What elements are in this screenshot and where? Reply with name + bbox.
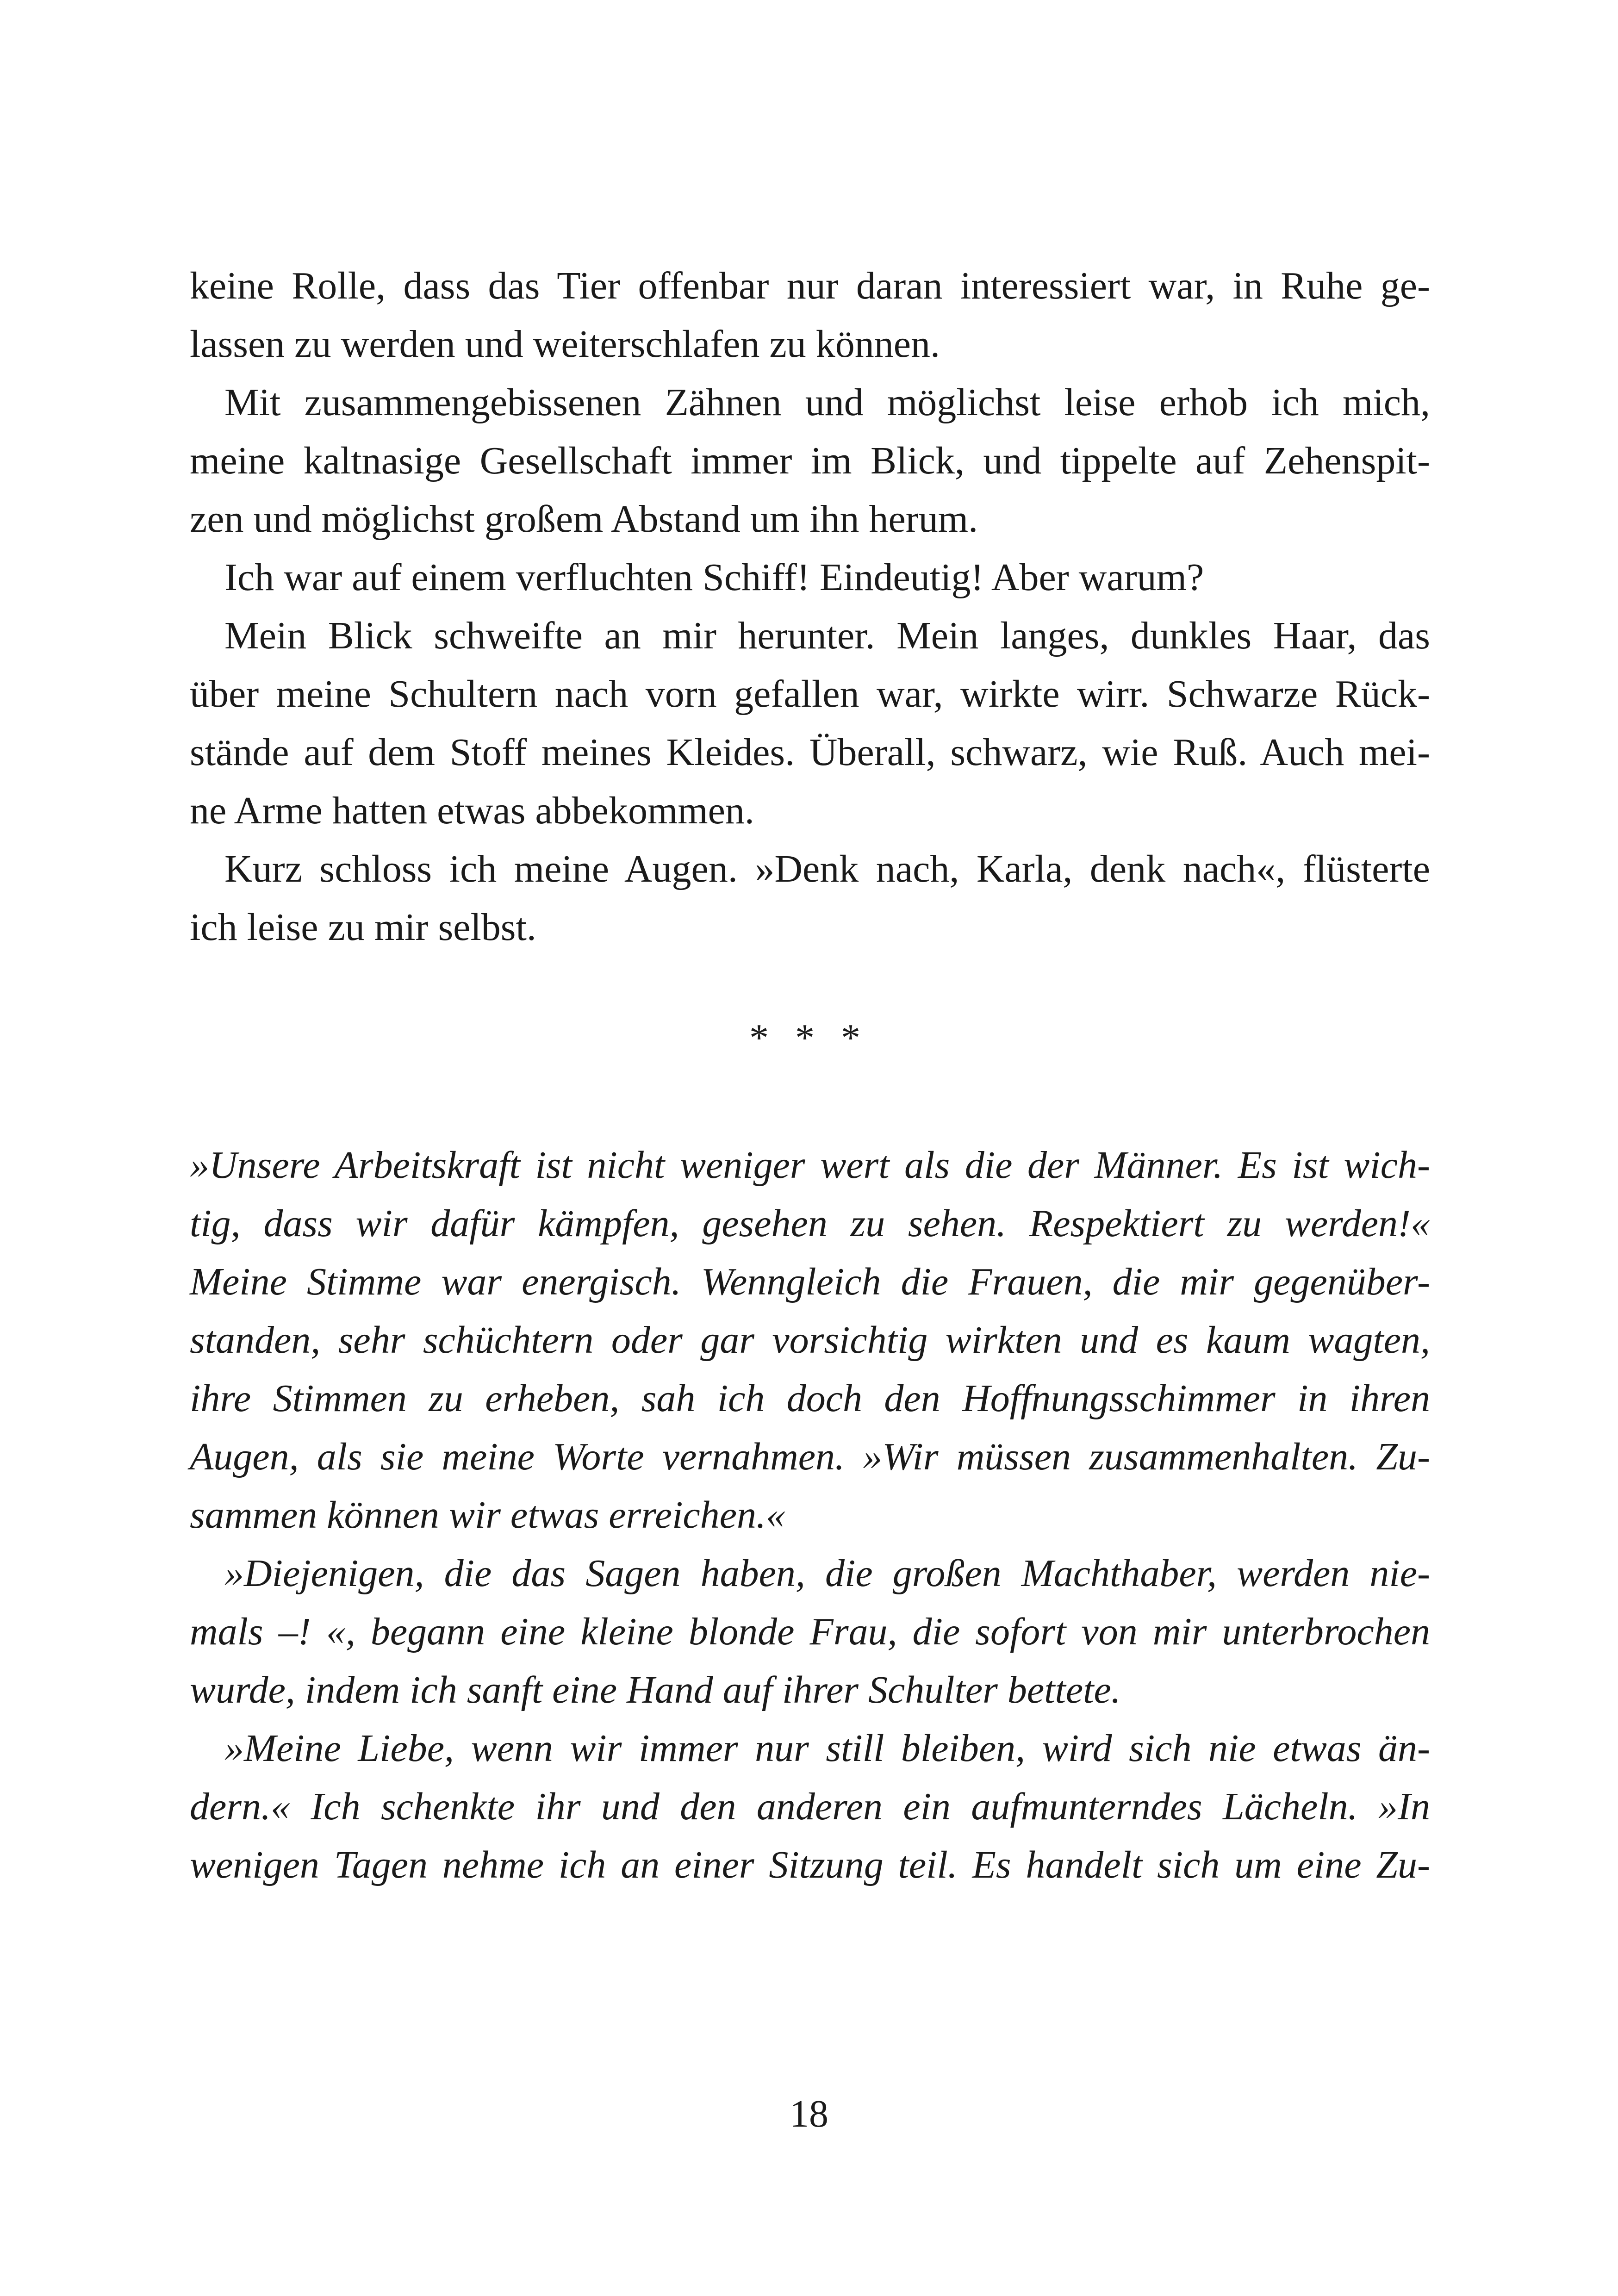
body-text-italic	[190, 1136, 1430, 1894]
text-line: über meine Schultern nach vorn gefallen war, wirkte wirr. Schwarze Rück-	[190, 672, 1430, 716]
text-line: ne Arme hatten etwas abbekommen.	[190, 789, 754, 832]
text-line: Mein Blick schweifte an mir herunter. Mein langes, dunkles Haar, das	[224, 614, 1430, 657]
text-line: »Meine Liebe, wenn wir immer nur still bleiben, wird sich nie etwas än-	[224, 1727, 1430, 1770]
text-line: mals –! «, begann eine kleine blonde Frau, die sofort von mir unterbrochen	[190, 1610, 1430, 1653]
body-text-roman	[190, 257, 1430, 957]
text-line: ich leise zu mir selbst.	[190, 906, 536, 949]
text-line: Mit zusammengebissenen Zähnen und möglichst leise erhob ich mich,	[224, 381, 1430, 424]
text-line: lassen zu werden und weiterschlafen zu können.	[190, 323, 940, 366]
text-line: »Diejenigen, die das Sagen haben, die großen Machthaber, werden nie-	[224, 1552, 1430, 1595]
text-line: meine kaltnasige Gesellschaft immer im Blick, und tippelte auf Zehenspit-	[190, 439, 1430, 482]
text-line: Ich war auf einem verfluchten Schiff! Eindeutig! Aber warum?	[224, 556, 1204, 599]
text-line: standen, sehr schüchtern oder gar vorsichtig wirkten und es kaum wagten,	[190, 1319, 1430, 1362]
text-line: stände auf dem Stoff meines Kleides. Überall, schwarz, wie Ruß. Auch mei-	[190, 731, 1430, 774]
text-line: sammen können wir etwas erreichen.«	[190, 1493, 785, 1537]
text-line: Augen, als sie meine Worte vernahmen. »Wir müssen zusammenhalten. Zu-	[190, 1435, 1430, 1478]
text-line: wenigen Tagen nehme ich an einer Sitzung teil. Es handelt sich um eine Zu-	[190, 1843, 1430, 1886]
page-number: 18	[790, 2092, 828, 2135]
text-line: Kurz schloss ich meine Augen. »Denk nach, Karla, denk nach«, flüsterte	[224, 847, 1430, 890]
section-separator: * * *	[749, 1016, 869, 1059]
text-line: dern.« Ich schenkte ihr und den anderen ein aufmunterndes Lächeln. »In	[190, 1785, 1430, 1828]
text-line: zen und möglichst großem Abstand um ihn herum.	[190, 498, 978, 541]
text-line: tig, dass wir dafür kämpfen, gesehen zu sehen. Respektiert zu werden!«	[190, 1202, 1430, 1245]
text-line: ihre Stimmen zu erheben, sah ich doch den Hoffnungsschimmer in ihren	[190, 1377, 1430, 1420]
text-line: keine Rolle, dass das Tier offenbar nur daran interessiert war, in Ruhe ge-	[190, 264, 1430, 307]
text-line: wurde, indem ich sanft eine Hand auf ihrer Schulter bettete.	[190, 1668, 1121, 1711]
text-line: Meine Stimme war energisch. Wenngleich die Frauen, die mir gegenüber-	[190, 1260, 1430, 1303]
text-line: »Unsere Arbeitskraft ist nicht weniger wert als die der Männer. Es ist wich-	[190, 1144, 1430, 1187]
